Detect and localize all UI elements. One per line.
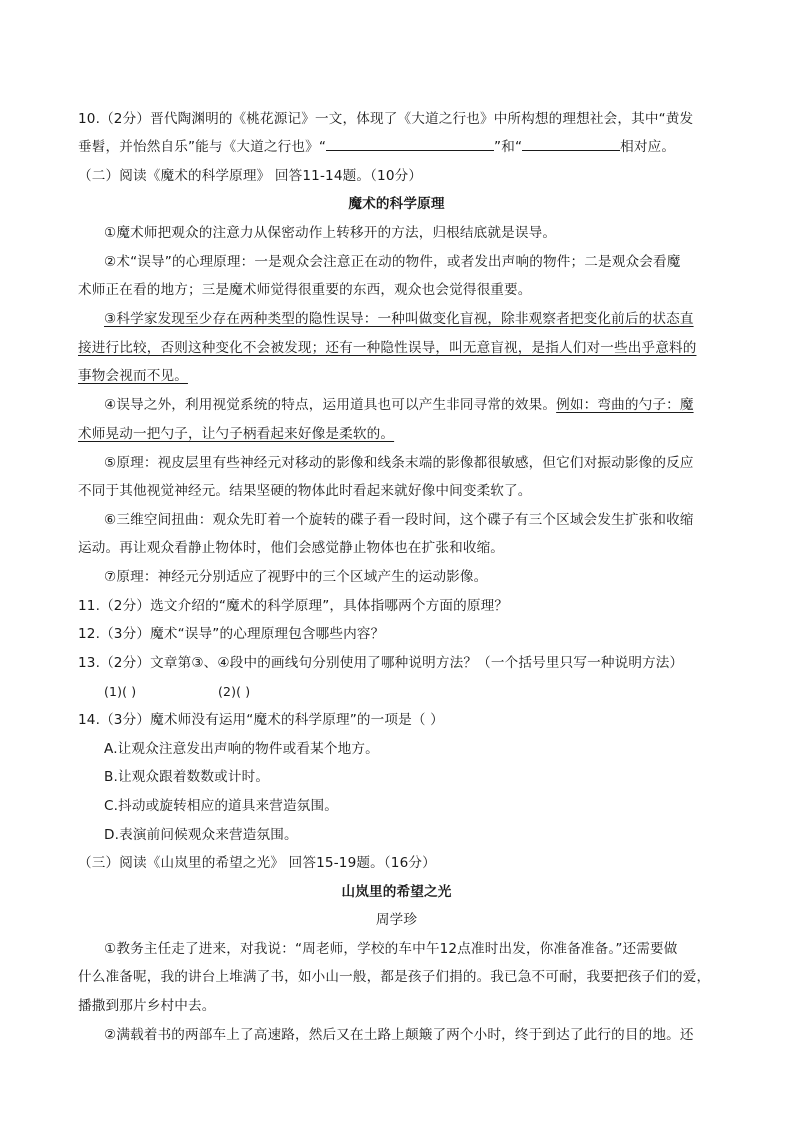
section3-author: 周学珍	[375, 912, 418, 928]
section2-heading: （二）阅读《魔术的科学原理》 回答11-14题。（10分）	[78, 168, 423, 184]
paragraph-2-line1: ②术“误导”的心理原理：一是观众会注意正在动的物件，或者发出声响的物件；二是观众会看魔	[104, 254, 681, 270]
story-paragraph-1-line2: 什么准备呢，我的讲台上堆满了书，如小山一般，都是孩子们捐的。我已急不可耐，我要把孩子们的爱，	[78, 969, 711, 985]
section3-heading: （三）阅读《山岚里的希望之光》 回答15-19题。（16分）	[78, 855, 436, 871]
paragraph-1: ①魔术师把观众的注意力从保密动作上转移开的方法，归根结底就是误导。	[104, 225, 557, 241]
paragraph-3-line2: 接进行比较，否则这种变化不会被发现；还有一种隐性误导，叫无意盲视，是指人们对一些出乎意料的	[78, 340, 697, 356]
paragraph-7: ⑦原理：神经元分别适应了视野中的三个区域产生的运动影像。	[104, 569, 488, 585]
question-12: 12.（3分）魔术“误导”的心理原理包含哪些内容？	[78, 626, 385, 642]
paragraph-4-line2: 术师晃动一把勺子，让勺子柄看起来好像是柔软的。	[78, 426, 395, 442]
option-b[interactable]: B.让观众跟着数数或计时。	[104, 769, 270, 785]
answer-blank-1[interactable]	[326, 137, 494, 151]
q10-line2-text: 垂髫，并怡然自乐”能与《大道之行也》“	[78, 139, 327, 155]
q10-line2-end: 相对应。	[620, 139, 676, 155]
question-13: 13.（2分）文章第③、④段中的画线句分别使用了哪种说明方法？（一个括号里只写一种说明方法）	[78, 655, 684, 671]
paragraph-5-line2: 不同于其他视觉神经元。结果坚硬的物体此时看起来就好像中间变柔软了。	[78, 483, 532, 499]
option-d[interactable]: D.表演前问候观众来营造氛围。	[104, 827, 298, 843]
section2-title: 魔术的科学原理	[348, 196, 445, 212]
question-11: 11.（2分）选文介绍的“魔术的科学原理”，具体指哪两个方面的原理？	[78, 598, 509, 614]
q13-answer-1[interactable]: (1)( )	[104, 684, 137, 699]
story-paragraph-2-line1: ②满载着书的两部车上了高速路，然后又在土路上颠簸了两个小时，终于到达了此行的目的地。还	[104, 1027, 694, 1043]
answer-blank-2[interactable]	[522, 137, 620, 151]
paragraph-3-line3: 事物会视而不见。	[78, 368, 188, 384]
paragraph-6-line1: ⑥三维空间扭曲：观众先盯着一个旋转的碟子看一段时间，这个碟子有三个区域会发生扩张和收缩	[104, 512, 694, 528]
q13-answer-2[interactable]: (2)( )	[218, 684, 251, 699]
option-c[interactable]: C.抖动或旋转相应的道具来营造氛围。	[104, 798, 339, 814]
paragraph-4-line1	[104, 395, 694, 415]
paragraph-2-line2: 术师正在看的地方；三是魔术师觉得很重要的东西，观众也会觉得很重要。	[78, 282, 532, 298]
section3-title: 山岚里的希望之光	[341, 884, 452, 900]
paragraph-6-line2: 运动。再让观众看静止物体时，他们会感觉静止物体也在扩张和收缩。	[78, 540, 505, 556]
story-paragraph-1-line1: ①教务主任走了进来，对我说：“周老师，学校的车中午12点准时出发，你准备准备。”还需要做	[104, 941, 678, 957]
q10-line1: 10.（2分）晋代陶渊明的《桃花源记》一文，体现了《大道之行也》中所构想的理想社会，其中“黄发	[78, 111, 694, 127]
q10-line2	[78, 137, 675, 157]
paragraph-5-line1: ⑤原理：视皮层里有些神经元对移动的影像和线条末端的影像都很敏感，但它们对振动影像的反应	[104, 455, 694, 471]
paragraph-3-line1: ③科学家发现至少存在两种类型的隐性误导：一种叫做变化盲视，除非观察者把变化前后的状态直	[104, 311, 694, 327]
question-14: 14.（3分）魔术师没有运用“魔术的科学原理”的一项是（ ）	[78, 712, 444, 728]
paragraph-4-text: ④误导之外，利用视觉系统的特点，运用道具也可以产生非同寻常的效果。	[104, 397, 557, 413]
q10-line2-mid: ”和“	[494, 139, 523, 155]
option-a[interactable]: A.让观众注意发出声响的物件或看某个地方。	[104, 741, 379, 757]
story-paragraph-1-line3: 播撒到那片乡村中去。	[78, 998, 216, 1014]
paragraph-4-underlined: 例如：弯曲的勺子：魔	[556, 397, 694, 413]
